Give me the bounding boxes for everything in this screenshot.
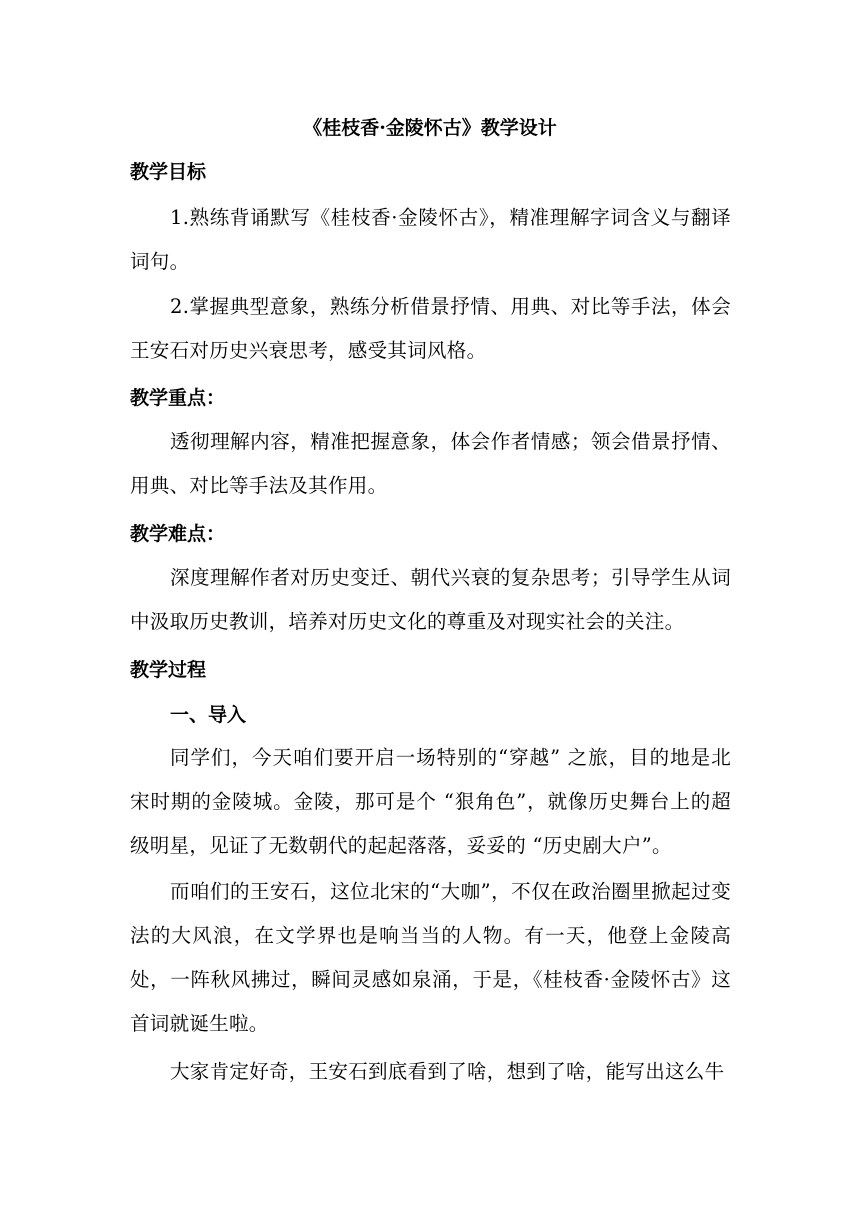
intro-heading: 一、导入 <box>170 704 247 726</box>
key-points-heading: 教学重点： <box>130 387 226 409</box>
objective-1: 1.熟练背诵默写《桂枝香·金陵怀古》，精准理解字词含义与翻译词句。 <box>130 206 731 273</box>
intro-paragraph-2: 而咱们的王安石，这位北宋的“大咖”，不仅在政治圈里掀起过变法的大风浪，在文学界也是响当当的人物。有一天，他登上金陵高处，一阵秋风拂过，瞬间灵感如泉涌，于是，《桂枝香·金陵怀古》这首词就诞生啦。 <box>130 880 731 1035</box>
intro-paragraph-1: 同学们，今天咱们要开启一场特别的“穿越” 之旅，目的地是北宋时期的金陵城。金陵，那可是个 “狠角色”，就像历史舞台上的超级明星，见证了无数朝代的起起落落，妥妥的 “历史剧大户”。 <box>130 746 731 857</box>
key-points-text: 透彻理解内容，精准把握意象，体会作者情感；领会借景抒情、用典、对比等手法及其作用。 <box>130 430 731 497</box>
document-title: 《桂枝香·金陵怀古》教学设计 <box>303 117 557 139</box>
objective-2: 2.掌握典型意象，熟练分析借景抒情、用典、对比等手法，体会王安石对历史兴衰思考，感受其词风格。 <box>130 295 731 362</box>
process-heading: 教学过程 <box>130 659 207 681</box>
difficulties-text: 深度理解作者对历史变迁、朝代兴衰的复杂思考；引导学生从词中汲取历史教训，培养对历史文化的尊重及对现实社会的关注。 <box>130 566 731 633</box>
objectives-heading: 教学目标 <box>130 161 207 183</box>
difficulties-heading: 教学难点： <box>130 523 226 545</box>
intro-paragraph-3: 大家肯定好奇，王安石到底看到了啥，想到了啥，能写出这么牛 <box>170 1060 725 1083</box>
